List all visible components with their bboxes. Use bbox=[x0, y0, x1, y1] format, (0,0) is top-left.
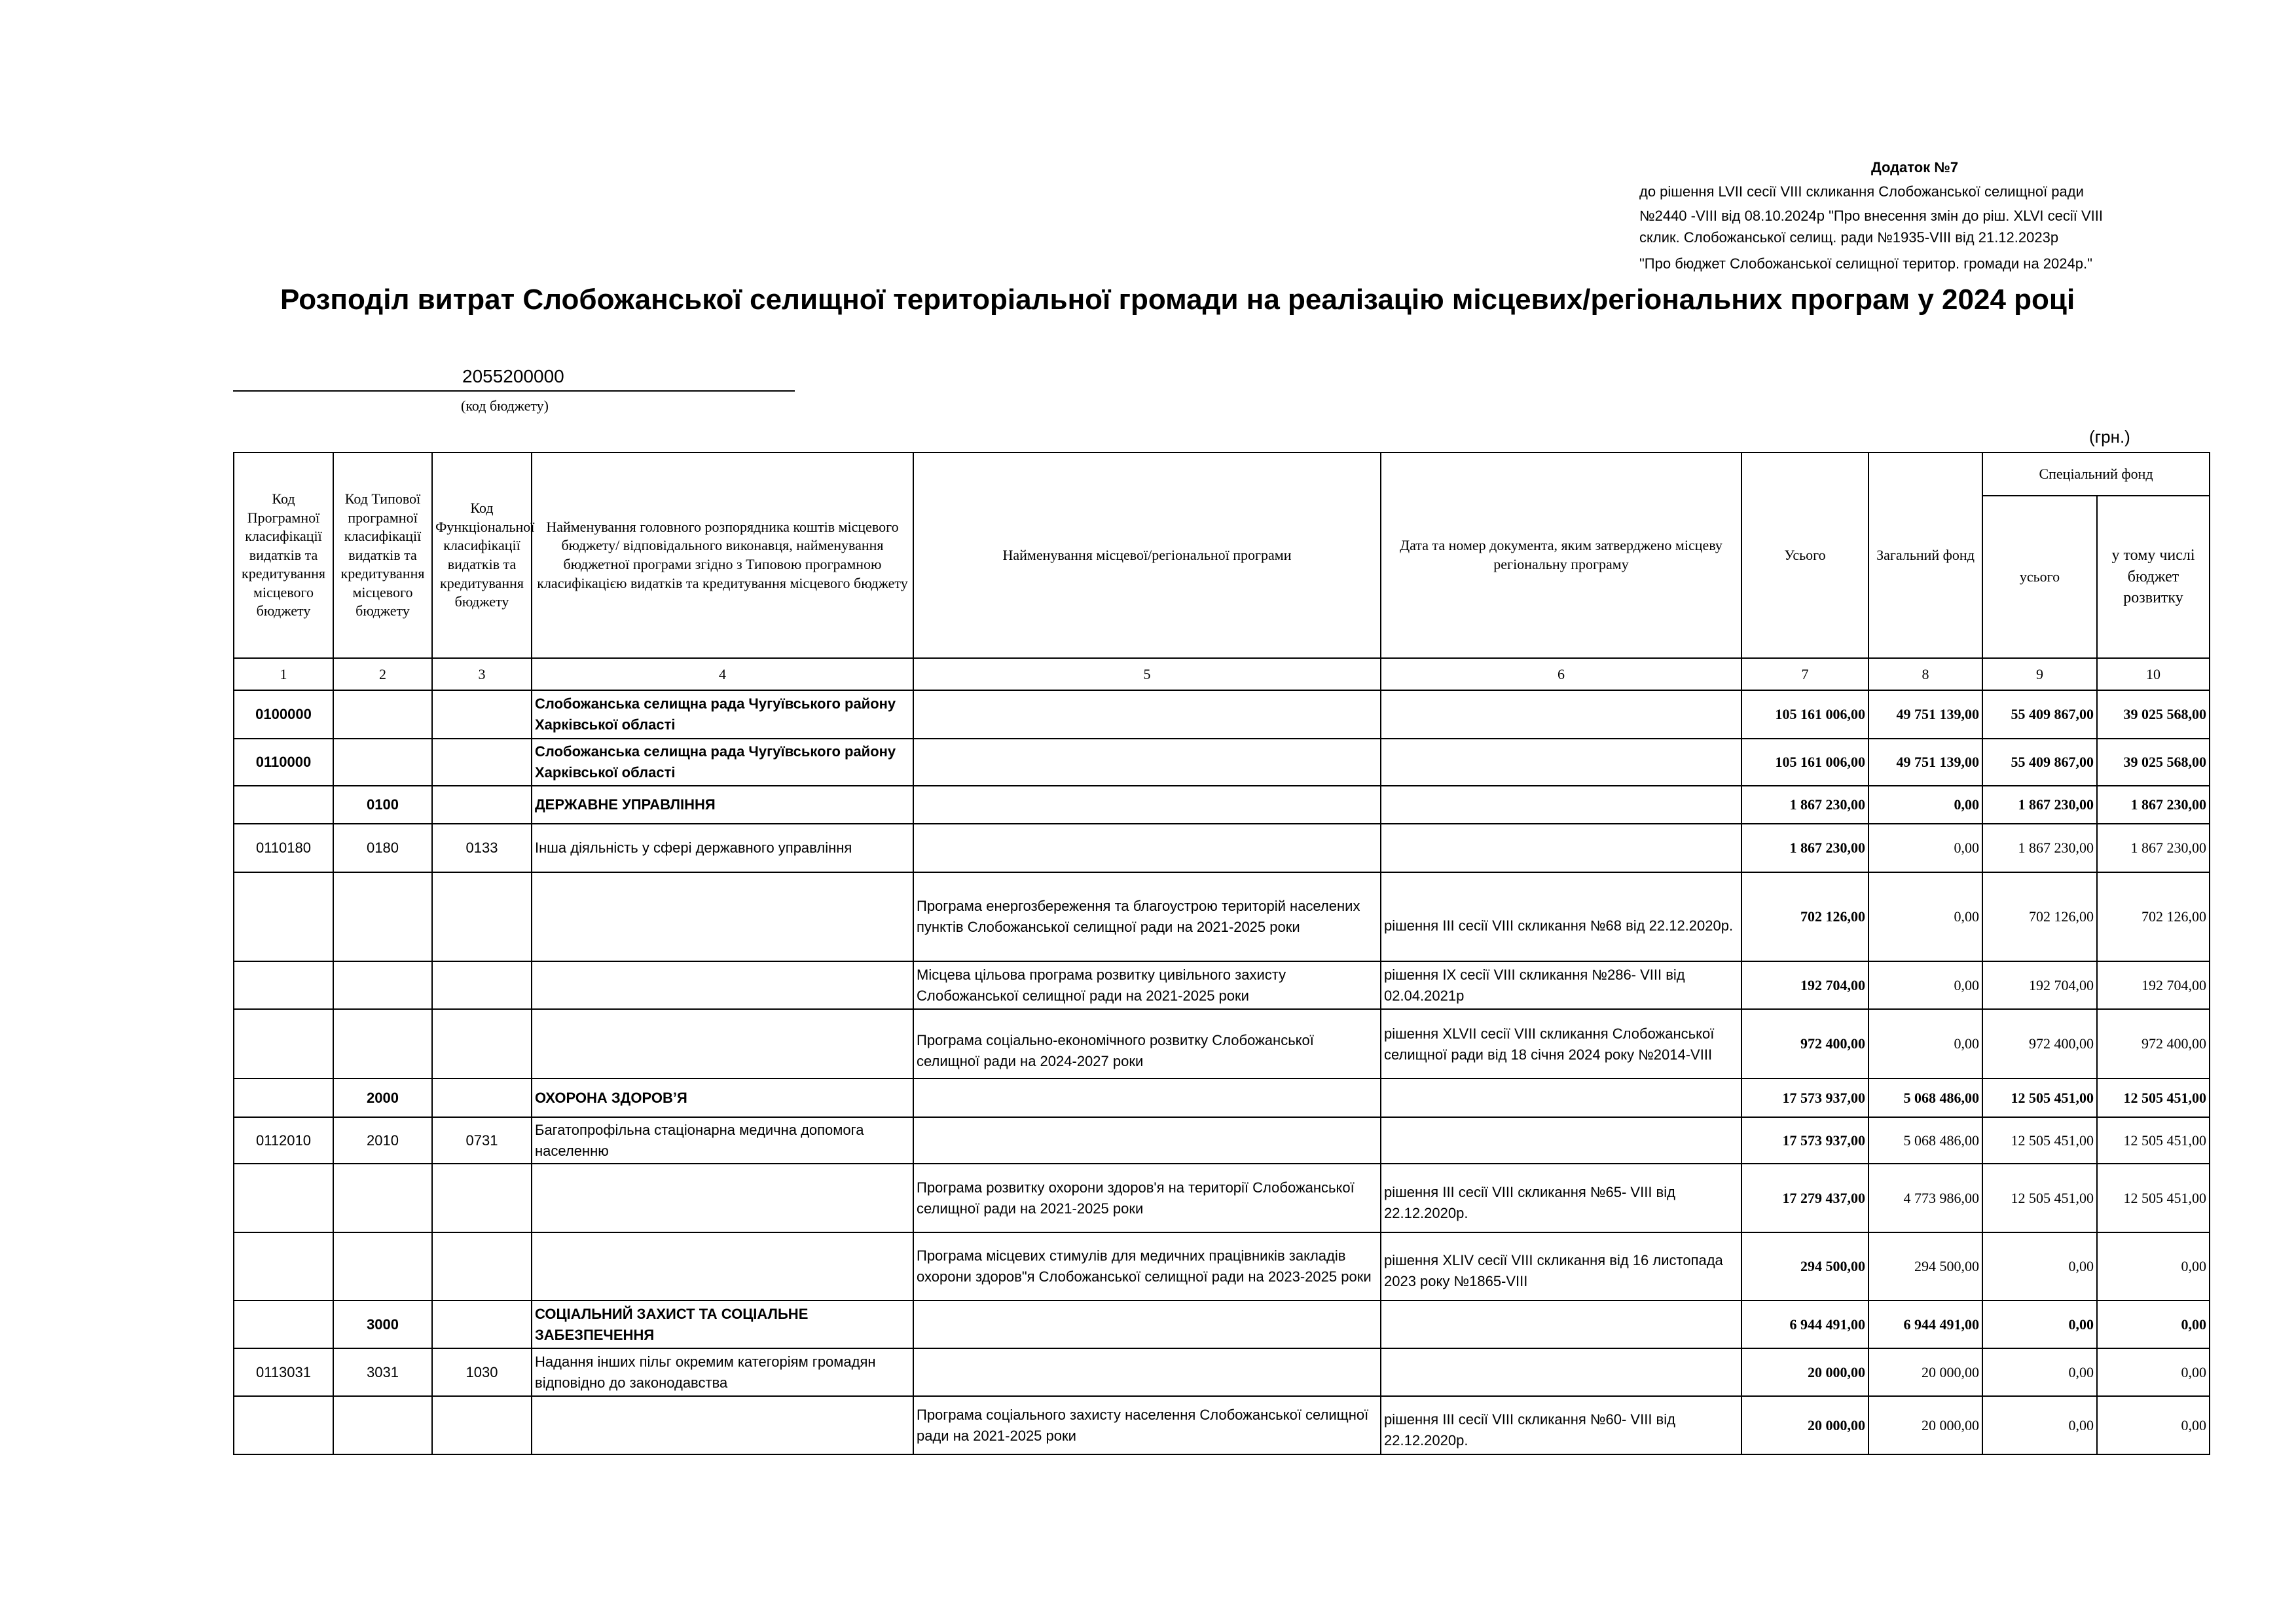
cell-manager-name bbox=[532, 1009, 913, 1079]
cell-typical-code: 3031 bbox=[333, 1348, 432, 1396]
cell-typical-code: 2000 bbox=[333, 1079, 432, 1117]
cell-special-total: 0,00 bbox=[1982, 1232, 2097, 1301]
cell-program-code bbox=[234, 786, 333, 824]
cell-total: 6 944 491,00 bbox=[1741, 1301, 1868, 1348]
cell-document bbox=[1381, 739, 1741, 786]
cell-manager-name bbox=[532, 1396, 913, 1454]
cell-general-fund: 49 751 139,00 bbox=[1868, 690, 1982, 739]
cell-total: 1 867 230,00 bbox=[1741, 824, 1868, 872]
header-total: Усього bbox=[1741, 452, 1868, 658]
column-number: 5 bbox=[913, 658, 1381, 690]
cell-typical-code bbox=[333, 1164, 432, 1232]
cell-document bbox=[1381, 1117, 1741, 1164]
cell-typical-code bbox=[333, 872, 432, 961]
cell-general-fund: 6 944 491,00 bbox=[1868, 1301, 1982, 1348]
cell-special-total: 12 505 451,00 bbox=[1982, 1164, 2097, 1232]
cell-typical-code bbox=[333, 739, 432, 786]
cell-program-code: 0113031 bbox=[234, 1348, 333, 1396]
cell-manager-name: СОЦІАЛЬНИЙ ЗАХИСТ ТА СОЦІАЛЬНЕ ЗАБЕЗПЕЧЕННЯ bbox=[532, 1301, 913, 1348]
cell-document bbox=[1381, 690, 1741, 739]
cell-special-total: 0,00 bbox=[1982, 1301, 2097, 1348]
cell-program-name: Програма місцевих стимулів для медичних працівників закладів охорони здоров"я Слобожанської селищної ради на 2023-2025 роки bbox=[913, 1232, 1381, 1301]
column-numbers-row bbox=[234, 658, 2210, 690]
currency-unit: (грн.) bbox=[2089, 427, 2130, 447]
cell-development: 0,00 bbox=[2097, 1232, 2210, 1301]
cell-general-fund: 20 000,00 bbox=[1868, 1348, 1982, 1396]
cell-functional-code bbox=[432, 872, 532, 961]
cell-program-name: Програма соціального захисту населення Слобожанської селищної ради на 2021-2025 роки bbox=[913, 1396, 1381, 1454]
cell-special-total: 192 704,00 bbox=[1982, 961, 2097, 1009]
cell-general-fund: 0,00 bbox=[1868, 786, 1982, 824]
cell-program-name bbox=[913, 1117, 1381, 1164]
cell-program-code: 0110180 bbox=[234, 824, 333, 872]
cell-program-code bbox=[234, 1009, 333, 1079]
cell-development: 12 505 451,00 bbox=[2097, 1079, 2210, 1117]
cell-program-name bbox=[913, 1301, 1381, 1348]
cell-manager-name: Слобожанська селищна рада Чугуївського району Харківської області bbox=[532, 739, 913, 786]
cell-development: 702 126,00 bbox=[2097, 872, 2210, 961]
cell-total: 294 500,00 bbox=[1741, 1232, 1868, 1301]
cell-functional-code: 0133 bbox=[432, 824, 532, 872]
header-program-name: Найменування місцевої/регіональної програми bbox=[913, 452, 1381, 658]
cell-functional-code bbox=[432, 1079, 532, 1117]
cell-typical-code bbox=[333, 1396, 432, 1454]
header-line-3: склик. Слобожанської селищ. ради №1935-VIII від 21.12.2023р bbox=[1639, 229, 2059, 246]
column-number: 3 bbox=[432, 658, 532, 690]
cell-total: 105 161 006,00 bbox=[1741, 739, 1868, 786]
document-title: Розподіл витрат Слобожанської селищної територіальної громади на реалізацію місцевих/регіональних програм у 2024 році bbox=[280, 284, 2075, 316]
cell-functional-code bbox=[432, 1396, 532, 1454]
cell-document: рішення ІХ сесії VIII скликання №286- VIII від 02.04.2021р bbox=[1381, 961, 1741, 1009]
cell-program-code bbox=[234, 1164, 333, 1232]
header-program-code: Код Програмної класифікації видатків та кредитування місцевого бюджету bbox=[234, 452, 333, 658]
cell-program-name: Програма розвитку охорони здоров'я на території Слобожанської селищної ради на 2021-2025 роки bbox=[913, 1164, 1381, 1232]
cell-functional-code bbox=[432, 1009, 532, 1079]
cell-document bbox=[1381, 1079, 1741, 1117]
header-manager-name: Найменування головного розпорядника коштів місцевого бюджету/ відповідального виконавця, найменування бюджетної програми згідно з Типовою програмною класифікацією видатків та кредитування місцевого бюджету bbox=[532, 452, 913, 658]
cell-total: 972 400,00 bbox=[1741, 1009, 1868, 1079]
header-special-fund: Спеціальний фонд bbox=[1982, 452, 2210, 496]
cell-special-total: 55 409 867,00 bbox=[1982, 690, 2097, 739]
cell-general-fund: 20 000,00 bbox=[1868, 1396, 1982, 1454]
cell-special-total: 0,00 bbox=[1982, 1348, 2097, 1396]
cell-development: 1 867 230,00 bbox=[2097, 786, 2210, 824]
cell-program-code bbox=[234, 1301, 333, 1348]
cell-manager-name bbox=[532, 961, 913, 1009]
cell-functional-code: 1030 bbox=[432, 1348, 532, 1396]
cell-development: 0,00 bbox=[2097, 1301, 2210, 1348]
column-number: 2 bbox=[333, 658, 432, 690]
cell-total: 105 161 006,00 bbox=[1741, 690, 1868, 739]
cell-program-name bbox=[913, 1079, 1381, 1117]
cell-functional-code bbox=[432, 1232, 532, 1301]
column-number: 8 bbox=[1868, 658, 1982, 690]
budget-code-caption: (код бюджету) bbox=[461, 397, 549, 414]
table-row bbox=[234, 872, 2210, 961]
cell-total: 1 867 230,00 bbox=[1741, 786, 1868, 824]
cell-typical-code: 0100 bbox=[333, 786, 432, 824]
table-row bbox=[234, 1396, 2210, 1454]
header-document-date: Дата та номер документа, яким затверджено місцеву регіональну програму bbox=[1381, 452, 1741, 658]
table-row bbox=[234, 739, 2210, 786]
cell-manager-name bbox=[532, 1164, 913, 1232]
table-row bbox=[234, 690, 2210, 739]
cell-general-fund: 4 773 986,00 bbox=[1868, 1164, 1982, 1232]
cell-development: 0,00 bbox=[2097, 1396, 2210, 1454]
cell-program-code: 0112010 bbox=[234, 1117, 333, 1164]
cell-program-code: 0110000 bbox=[234, 739, 333, 786]
cell-special-total: 1 867 230,00 bbox=[1982, 824, 2097, 872]
cell-program-name bbox=[913, 824, 1381, 872]
budget-code-underline bbox=[233, 390, 795, 392]
cell-general-fund: 0,00 bbox=[1868, 961, 1982, 1009]
table-row bbox=[234, 1232, 2210, 1301]
table-row bbox=[234, 824, 2210, 872]
cell-document: рішення ІІІ сесії VIII скликання №60- VIII від 22.12.2020р. bbox=[1381, 1396, 1741, 1454]
column-number: 6 bbox=[1381, 658, 1741, 690]
cell-program-code bbox=[234, 872, 333, 961]
cell-general-fund: 0,00 bbox=[1868, 1009, 1982, 1079]
cell-program-name bbox=[913, 739, 1381, 786]
cell-development: 0,00 bbox=[2097, 1348, 2210, 1396]
header-typical-program-code: Код Типової програмної класифікації видатків та кредитування місцевого бюджету bbox=[333, 452, 432, 658]
cell-special-total: 12 505 451,00 bbox=[1982, 1079, 2097, 1117]
cell-total: 702 126,00 bbox=[1741, 872, 1868, 961]
cell-program-name: Місцева цільова програма розвитку цивільного захисту Слобожанської селищної ради на 2021-2025 роки bbox=[913, 961, 1381, 1009]
cell-special-total: 12 505 451,00 bbox=[1982, 1117, 2097, 1164]
cell-functional-code bbox=[432, 690, 532, 739]
cell-total: 20 000,00 bbox=[1741, 1396, 1868, 1454]
cell-special-total: 55 409 867,00 bbox=[1982, 739, 2097, 786]
header-line-2: №2440 -VIII від 08.10.2024р "Про внесення змін до ріш. XLVI сесії VIII bbox=[1639, 208, 2103, 224]
header-special-total: усього bbox=[1982, 496, 2097, 658]
cell-special-total: 972 400,00 bbox=[1982, 1009, 2097, 1079]
table-row bbox=[234, 1348, 2210, 1396]
cell-functional-code bbox=[432, 739, 532, 786]
cell-total: 192 704,00 bbox=[1741, 961, 1868, 1009]
header-functional-code: Код Функціональної класифікації видатків та кредитування бюджету bbox=[432, 452, 532, 658]
cell-special-total: 702 126,00 bbox=[1982, 872, 2097, 961]
cell-program-code bbox=[234, 961, 333, 1009]
cell-typical-code bbox=[333, 1009, 432, 1079]
cell-typical-code bbox=[333, 690, 432, 739]
cell-functional-code bbox=[432, 1164, 532, 1232]
cell-document: рішення XLVII сесії VIII скликання Слобожанської селищної ради від 18 січня 2024 року №2014-VIII bbox=[1381, 1009, 1741, 1079]
cell-program-name bbox=[913, 690, 1381, 739]
programs-table bbox=[233, 452, 2210, 1455]
cell-development: 1 867 230,00 bbox=[2097, 824, 2210, 872]
cell-program-code bbox=[234, 1079, 333, 1117]
cell-program-code bbox=[234, 1396, 333, 1454]
cell-program-code: 0100000 bbox=[234, 690, 333, 739]
cell-special-total: 0,00 bbox=[1982, 1396, 2097, 1454]
header-line-4: "Про бюджет Слобожанської селищної територ. громади на 2024р." bbox=[1639, 255, 2092, 272]
cell-document: рішення ІІІ сесії VIII скликання №65- VIII від 22.12.2020р. bbox=[1381, 1164, 1741, 1232]
cell-typical-code: 3000 bbox=[333, 1301, 432, 1348]
cell-manager-name: Інша діяльність у сфері державного управління bbox=[532, 824, 913, 872]
column-number: 4 bbox=[532, 658, 913, 690]
cell-general-fund: 5 068 486,00 bbox=[1868, 1079, 1982, 1117]
cell-document bbox=[1381, 1301, 1741, 1348]
cell-program-name bbox=[913, 786, 1381, 824]
table-row bbox=[234, 1301, 2210, 1348]
cell-document bbox=[1381, 824, 1741, 872]
cell-manager-name bbox=[532, 1232, 913, 1301]
column-number: 10 bbox=[2097, 658, 2210, 690]
budget-code: 2055200000 bbox=[462, 366, 564, 386]
cell-document: рішення ІІІ сесії VIII скликання №68 від 22.12.2020р. bbox=[1381, 872, 1741, 961]
cell-development: 972 400,00 bbox=[2097, 1009, 2210, 1079]
cell-total: 17 573 937,00 bbox=[1741, 1079, 1868, 1117]
cell-manager-name: ОХОРОНА ЗДОРОВ’Я bbox=[532, 1079, 913, 1117]
cell-development: 192 704,00 bbox=[2097, 961, 2210, 1009]
cell-functional-code: 0731 bbox=[432, 1117, 532, 1164]
cell-program-name bbox=[913, 1348, 1381, 1396]
cell-typical-code: 2010 bbox=[333, 1117, 432, 1164]
cell-document bbox=[1381, 1348, 1741, 1396]
cell-functional-code bbox=[432, 1301, 532, 1348]
column-number: 9 bbox=[1982, 658, 2097, 690]
header-development-budget: у тому числі бюджет розвитку bbox=[2097, 496, 2210, 658]
cell-program-code bbox=[234, 1232, 333, 1301]
cell-general-fund: 0,00 bbox=[1868, 824, 1982, 872]
cell-total: 20 000,00 bbox=[1741, 1348, 1868, 1396]
cell-manager-name: Багатопрофільна стаціонарна медична допомога населенню bbox=[532, 1117, 913, 1164]
cell-general-fund: 5 068 486,00 bbox=[1868, 1117, 1982, 1164]
table-row bbox=[234, 961, 2210, 1009]
table-row bbox=[234, 1009, 2210, 1079]
cell-development: 12 505 451,00 bbox=[2097, 1117, 2210, 1164]
cell-development: 39 025 568,00 bbox=[2097, 690, 2210, 739]
cell-development: 39 025 568,00 bbox=[2097, 739, 2210, 786]
cell-functional-code bbox=[432, 786, 532, 824]
cell-program-name: Програма енергозбереження та благоустрою територій населених пунктів Слобожанської селищної ради на 2021-2025 роки bbox=[913, 872, 1381, 961]
cell-document: рішення XLIV сесії VIII скликання від 16 листопада 2023 року №1865-VIII bbox=[1381, 1232, 1741, 1301]
table-row bbox=[234, 1079, 2210, 1117]
table-row bbox=[234, 1164, 2210, 1232]
table-row bbox=[234, 1117, 2210, 1164]
cell-typical-code bbox=[333, 1232, 432, 1301]
cell-typical-code: 0180 bbox=[333, 824, 432, 872]
cell-development: 12 505 451,00 bbox=[2097, 1164, 2210, 1232]
cell-document bbox=[1381, 786, 1741, 824]
cell-manager-name: ДЕРЖАВНЕ УПРАВЛІННЯ bbox=[532, 786, 913, 824]
column-number: 1 bbox=[234, 658, 333, 690]
addendum-label: Додаток №7 bbox=[1871, 159, 1959, 175]
cell-total: 17 573 937,00 bbox=[1741, 1117, 1868, 1164]
cell-functional-code bbox=[432, 961, 532, 1009]
table-row bbox=[234, 786, 2210, 824]
column-number: 7 bbox=[1741, 658, 1868, 690]
cell-special-total: 1 867 230,00 bbox=[1982, 786, 2097, 824]
cell-manager-name bbox=[532, 872, 913, 961]
header-general-fund: Загальний фонд bbox=[1868, 452, 1982, 658]
cell-program-name: Програма соціально-економічного розвитку Слобожанської селищної ради на 2024-2027 роки bbox=[913, 1009, 1381, 1079]
cell-general-fund: 294 500,00 bbox=[1868, 1232, 1982, 1301]
header-line-1: до рішення LVII сесії VIII скликання Слобожанської селищної ради bbox=[1639, 183, 2084, 200]
cell-manager-name: Слобожанська селищна рада Чугуївського району Харківської області bbox=[532, 690, 913, 739]
cell-manager-name: Надання інших пільг окремим категоріям громадян відповідно до законодавства bbox=[532, 1348, 913, 1396]
table-header-row-1 bbox=[234, 452, 2210, 496]
cell-general-fund: 0,00 bbox=[1868, 872, 1982, 961]
cell-total: 17 279 437,00 bbox=[1741, 1164, 1868, 1232]
cell-typical-code bbox=[333, 961, 432, 1009]
cell-general-fund: 49 751 139,00 bbox=[1868, 739, 1982, 786]
